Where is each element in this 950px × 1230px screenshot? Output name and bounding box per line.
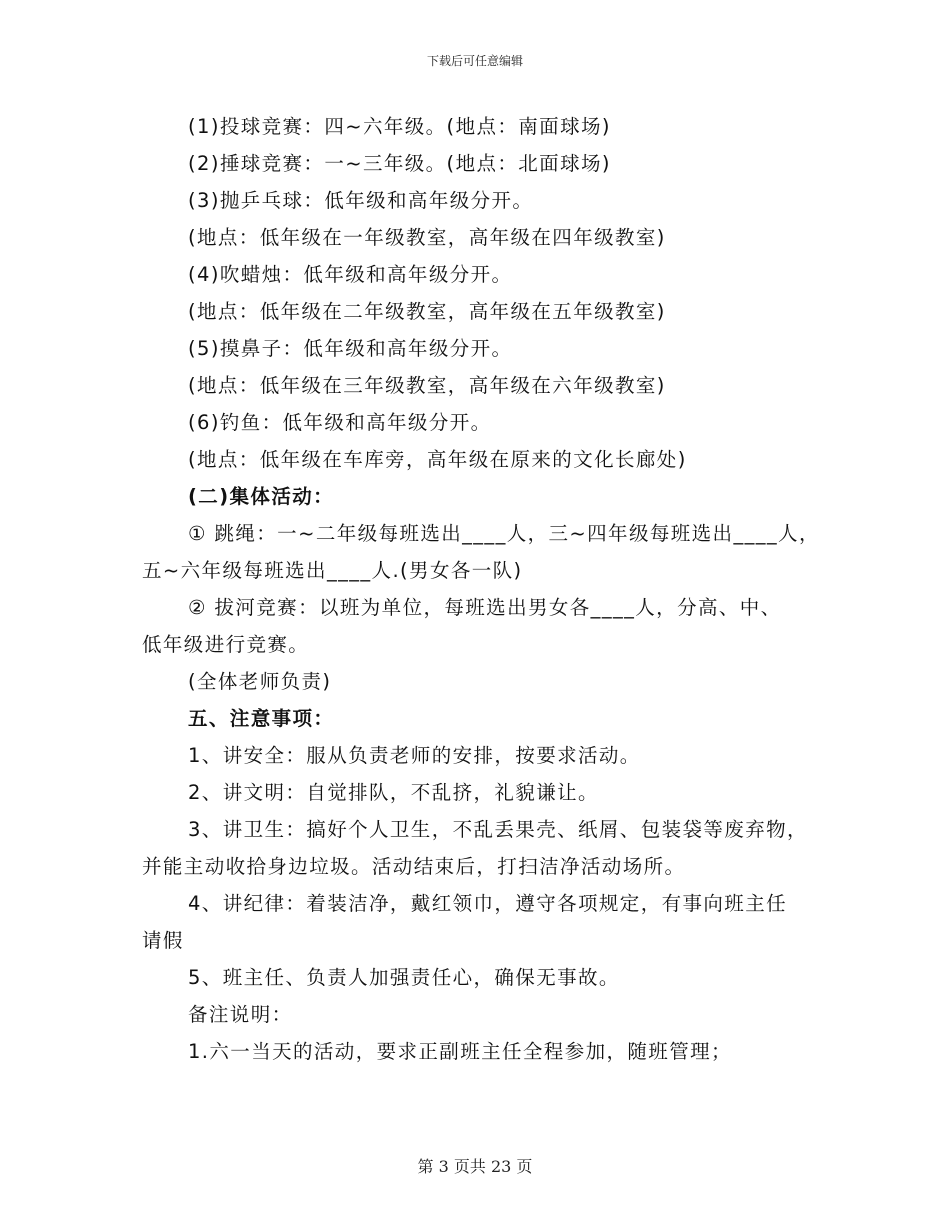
paragraph-line: ② 拔河竞赛：以班为单位，每班选出男女各____人，分高、中、 <box>188 596 782 619</box>
paragraph-line: ① 跳绳：一~二年级每班选出____人，三~四年级每班选出____人， <box>188 522 820 545</box>
paragraph-line: 低年级进行竞赛。 <box>142 633 310 656</box>
paragraph-line: 备注说明： <box>188 1003 293 1026</box>
paragraph-line: (3)抛乒乓球：低年级和高年级分开。 <box>188 189 534 212</box>
paragraph-line: (5)摸鼻子：低年级和高年级分开。 <box>188 337 513 360</box>
document-body <box>142 108 822 1070</box>
paragraph-line: 3、讲卫生：搞好个人卫生，不乱丢果壳、纸屑、包装袋等废弃物， <box>188 818 808 841</box>
paragraph-line: (2)捶球竞赛：一~三年级。(地点：北面球场) <box>188 152 611 175</box>
paragraph-line: 4、讲纪律：着装洁净，戴红领巾，遵守各项规定，有事向班主任 <box>188 892 788 915</box>
paragraph-line: (地点：低年级在车库旁，高年级在原来的文化长廊处) <box>188 448 687 471</box>
paragraph-line: (地点：低年级在三年级教室，高年级在六年级教室) <box>188 374 666 397</box>
paragraph-line: (地点：低年级在二年级教室，高年级在五年级教室) <box>188 300 666 323</box>
paragraph-line: 请假 <box>142 929 184 952</box>
section-heading: 五、注意事项： <box>188 707 335 730</box>
paragraph-line: 1、讲安全：服从负责老师的安排，按要求活动。 <box>188 744 641 767</box>
paragraph-line: (全体老师负责) <box>188 670 332 693</box>
paragraph-line: (地点：低年级在一年级教室，高年级在四年级教室) <box>188 226 666 249</box>
paragraph-line: (6)钓鱼：低年级和高年级分开。 <box>188 411 492 434</box>
page-header: 下载后可任意编辑 <box>426 54 523 68</box>
paragraph-line: 五~六年级每班选出____人.(男女各一队) <box>142 559 523 582</box>
page-footer: 第 3 页共 23 页 <box>417 1157 533 1176</box>
paragraph-line: (4)吹蜡烛：低年级和高年级分开。 <box>188 263 513 286</box>
section-heading: (二)集体活动： <box>188 485 335 508</box>
paragraph-line: 2、讲文明：自觉排队，不乱挤，礼貌谦让。 <box>188 781 599 804</box>
paragraph-line: 1.六一当天的活动，要求正副班主任全程参加，随班管理； <box>188 1040 732 1063</box>
paragraph-line: (1)投球竞赛：四~六年级。(地点：南面球场) <box>188 115 611 138</box>
paragraph-line: 5、班主任、负责人加强责任心，确保无事故。 <box>188 966 620 989</box>
paragraph-line: 并能主动收拾身边垃圾。活动结束后，打扫洁净活动场所。 <box>142 855 686 878</box>
